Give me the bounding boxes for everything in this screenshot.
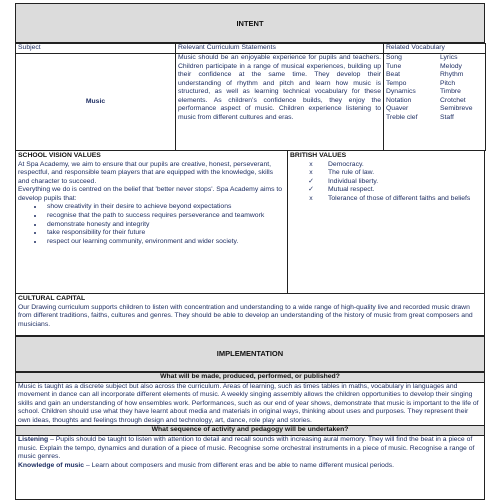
vocab-word: Timbre [440, 88, 461, 96]
list-item [309, 160, 482, 170]
subject-cell: Music [16, 54, 176, 151]
vision-list [18, 203, 285, 246]
knowledge-label: Knowledge of music [18, 461, 85, 469]
list-item [308, 177, 482, 187]
vocabulary-list [386, 54, 483, 123]
vocab-word: Notation [386, 96, 412, 104]
vocab-word: Tempo [386, 79, 407, 87]
british-values-box [287, 150, 485, 294]
british-value-text: Democracy. [328, 160, 364, 168]
list-item: • take responsibility for their future [44, 229, 285, 238]
knowledge-paragraph [18, 462, 482, 471]
header-curriculum: Relevant Curriculum Statements [176, 44, 384, 54]
listening-paragraph [18, 436, 482, 462]
vocab-word: Crotchet [440, 96, 466, 104]
cultural-capital-box [15, 293, 485, 336]
vision-title: SCHOOL VISION VALUES [18, 152, 101, 159]
table-header-row [16, 44, 486, 54]
list-item [309, 194, 482, 204]
british-value-text: Individual liberty. [328, 177, 379, 185]
intent-title: INTENT [236, 19, 264, 28]
list-item [309, 169, 482, 178]
vision-belief: Everything we do is centred on the belief that 'better never stops'. Spa Academy aims to develop pupils that: [18, 186, 283, 202]
check-icon: ✓ [308, 177, 314, 185]
list-item: • recognise that the path to success requires perseverance and teamwork [44, 212, 285, 221]
question-sequence: What sequence of activity and pedagogy will be undertaken? [16, 425, 484, 436]
cultural-capital-text: Our Drawing curriculum supports children to listen with concentration and understanding to a wide range of high-quality live and recorded music drawn from different traditions, faiths, cultures and genres. They should be able to develop an understanding of the history of music from great composers and musicians. [18, 303, 473, 328]
vocab-word: Rhythm [440, 71, 464, 79]
british-value-text: The rule of law. [328, 169, 375, 177]
curriculum-statement: Music should be an enjoyable experience for pupils and teachers. Children participate in a range of musical experiences, building up their confidence at the same time. They develop their understanding of rhythm and pitch and learn how music is structured, as well as learning technical vocabulary for these elements. As children’s confidence builds, they enjoy the performance aspect of music. Children experience listening to music from different cultures and eras. [176, 54, 384, 151]
list-item: • respect our learning community, environment and wider society. [44, 238, 285, 247]
vocab-word: Pitch [440, 79, 456, 87]
vocab-word: Dynamics [386, 88, 416, 96]
listening-text: – Pupils should be taught to listen with attention to detail and recall sounds with increasing aural memory. They will find the beat in a piece of music. Explain the tempo, dynamics and duration of a piece of music. Recognise some orchestral instruments in a piece of music. Recognise a range of music genres. [18, 435, 475, 461]
curriculum-table [15, 43, 486, 151]
cultural-capital-title: CULTURAL CAPITAL [18, 295, 86, 302]
cross-icon: x [309, 169, 313, 177]
cross-icon: x [309, 194, 313, 202]
list-item: • demonstrate honesty and integrity [44, 221, 285, 230]
header-vocabulary: Related Vocabulary [384, 44, 486, 54]
implementation-box [15, 372, 485, 500]
british-value-text: Tolerance of those of different faiths and beliefs [328, 194, 471, 202]
knowledge-text: – Learn about composers and music from different eras and be able to name different musical periods. [84, 461, 395, 469]
british-value-text: Mutual respect. [328, 186, 375, 194]
british-values-list [290, 161, 482, 204]
intent-band [15, 3, 485, 43]
vocabulary-cell [384, 54, 486, 151]
vocab-word: Song [386, 54, 402, 61]
implementation-band [15, 336, 485, 372]
vocab-word: Melody [440, 62, 462, 70]
listening-label: Listening [18, 435, 49, 443]
list-item: • show creativity in their desire to achieve beyond expectations [44, 203, 285, 212]
vision-box [15, 150, 288, 294]
question-what-made: What will be made, produced, performed, or published? [16, 373, 484, 383]
table-row [16, 54, 486, 151]
page [15, 0, 485, 500]
header-subject: Subject [16, 44, 176, 54]
cross-icon: x [309, 160, 313, 168]
list-item [308, 186, 482, 195]
vocab-word: Staff [440, 113, 454, 121]
answer-what-made: Music is taught as a discrete subject but also across the curriculum. Areas of learning, such as times tables in maths, vocabulary in languages and movement in dance can all incorporate different elements of music. A weekly singing assembly allows the children opportunities to develop their singing skills and gain an understanding of how ensembles work. Performances, such as our end of year shows, demonstrate that music is important to the life of school. Children should use what they have learnt about media and materials in original ways, thinking about uses and purposes. They represent their own ideas, thoughts and feelings through design and technology, art, dance, role play and stories. [18, 382, 479, 424]
vocab-word: Lyrics [440, 54, 458, 61]
vision-intro: At Spa Academy, we aim to ensure that our pupils are creative, honest, perseverant, respectful, and responsible team players that are equipped with the knowledge, skills and character to succeed. [18, 160, 274, 185]
vocab-word: Beat [386, 71, 400, 79]
vocab-word: Tune [386, 62, 402, 70]
check-icon: ✓ [308, 186, 314, 194]
vocab-word: Treble clef [386, 113, 418, 121]
vocab-word: Semibreve [440, 105, 473, 113]
british-values-title: BRITISH VALUES [290, 152, 347, 159]
implementation-title: IMPLEMENTATION [216, 349, 284, 358]
vocab-word: Quaver [386, 105, 409, 113]
